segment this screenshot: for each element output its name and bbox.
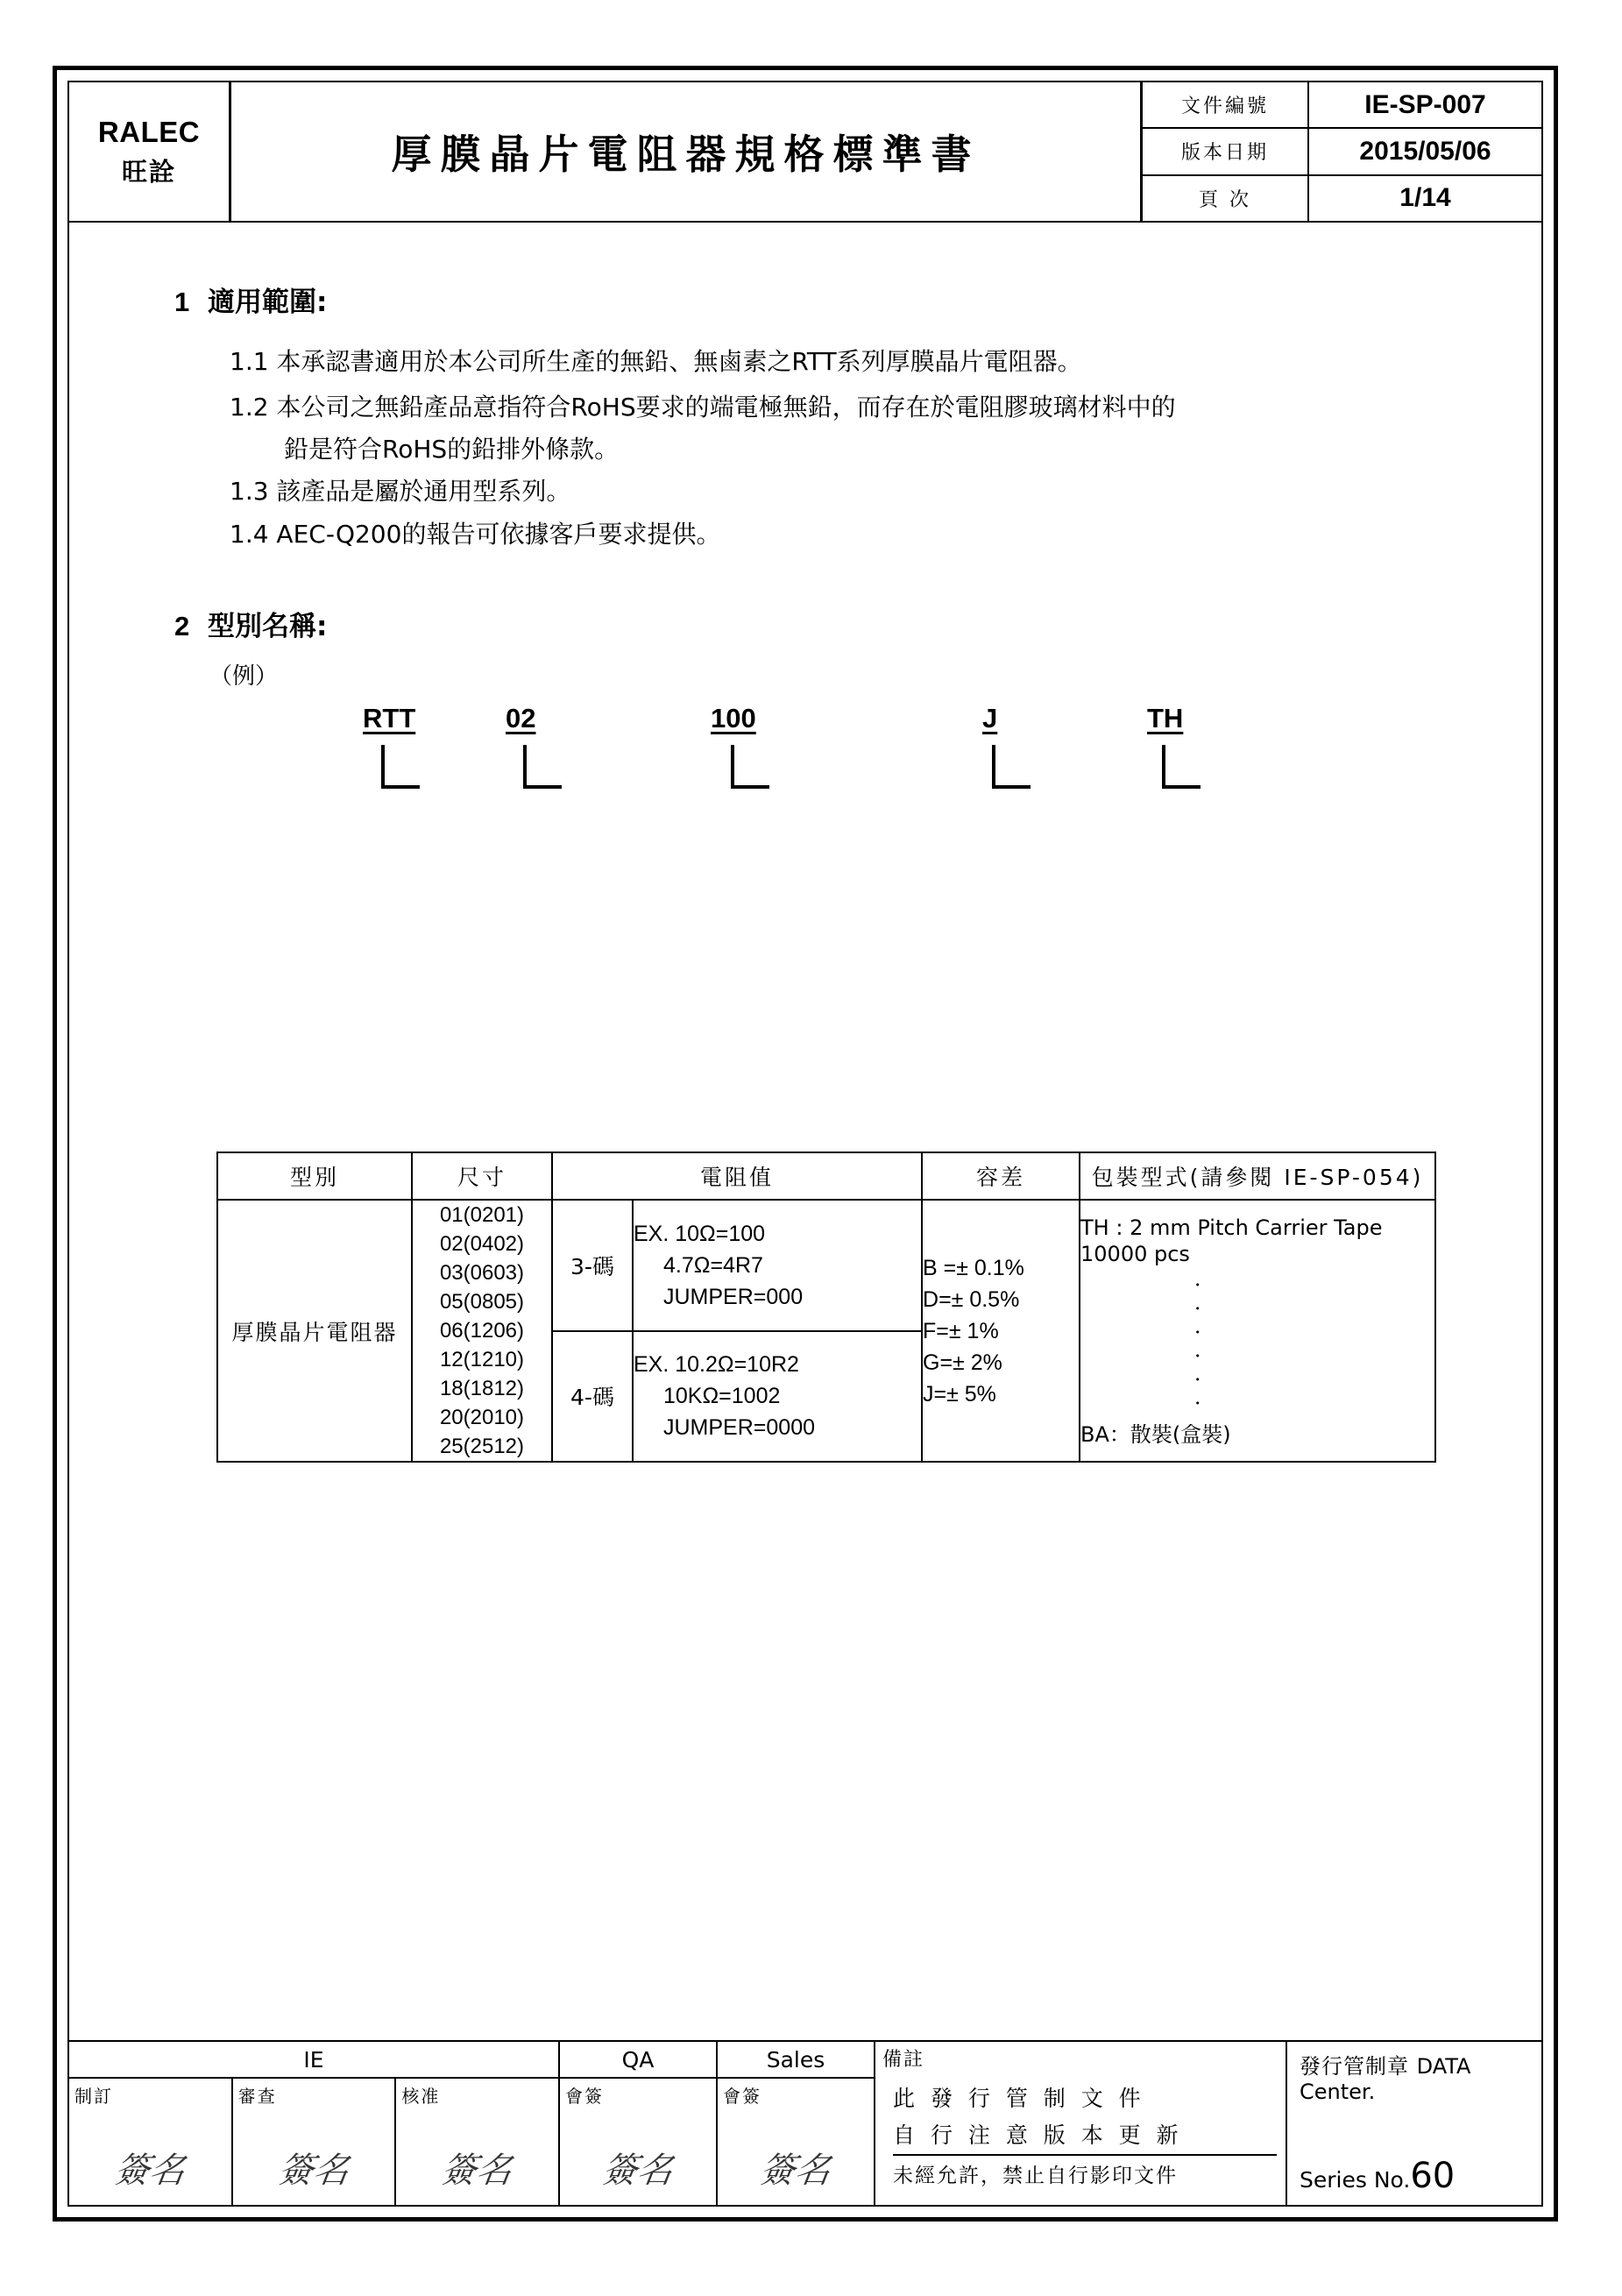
packaging-dot: ． <box>1194 1360 1216 1385</box>
footer-series <box>1300 2156 1455 2196</box>
document-header <box>69 82 1541 223</box>
signature-ie-review: 簽名 <box>275 2151 351 2191</box>
document-meta <box>1143 82 1541 221</box>
packaging-first: TH : 2 mm Pitch Carrier Tape 10000 pcs <box>1080 1215 1383 1266</box>
meta-value-docno: IE-SP-007 <box>1364 89 1486 119</box>
tolerance-item: D=± 0.5% <box>923 1286 1020 1312</box>
document-footer <box>69 2040 1541 2205</box>
footer-series-value: 60 <box>1410 2156 1456 2196</box>
section-1-heading <box>174 280 327 319</box>
footer-note-lines <box>893 2080 1277 2194</box>
cell-packaging <box>1080 1200 1435 1462</box>
tolerance-item: B =± 0.1% <box>923 1255 1024 1280</box>
size-item: 18(1812) <box>439 1377 525 1400</box>
packaging-dot: ． <box>1194 1336 1216 1362</box>
part-number-table <box>216 1152 1436 1463</box>
footer-ie-approve <box>396 2079 558 2205</box>
pn-leader-line-1 <box>381 745 420 789</box>
footer-qa-sign <box>560 2079 716 2205</box>
size-item: 02(0402) <box>439 1232 525 1256</box>
footer-control-line <box>1300 2049 1541 2104</box>
resistance-line: EX. 10Ω=100 <box>634 1221 766 1246</box>
pn-code-resistance: 100 <box>711 703 756 733</box>
pn-leader-line-4 <box>992 745 1031 789</box>
meta-value-page: 1/14 <box>1399 183 1451 213</box>
footer-ie-review-label: 審查 <box>237 2086 277 2107</box>
cell-type: 厚膜晶片電阻器 <box>217 1200 412 1462</box>
footer-qa-sign-label: 會簽 <box>565 2086 604 2107</box>
footer-ie-create <box>69 2079 233 2205</box>
meta-row-date <box>1143 129 1541 175</box>
footer-ie-block <box>69 2042 560 2205</box>
packaging-last: BA：散裝(盒裝) <box>1080 1421 1231 1447</box>
cell-sizes <box>412 1200 552 1462</box>
cell-resistance-3code <box>633 1200 922 1331</box>
packaging-dot: ． <box>1194 1289 1216 1315</box>
footer-note-line: 此 發 行 管 制 文 件 <box>893 2086 1145 2111</box>
pn-leader-line-3 <box>731 745 769 789</box>
footer-ie-review <box>233 2079 397 2205</box>
footer-series-label: Series No. <box>1300 2167 1411 2193</box>
footer-control-block <box>1287 2042 1541 2205</box>
footer-qa-label: QA <box>560 2042 716 2079</box>
resistance-line: JUMPER=0000 <box>663 1415 815 1441</box>
packaging-dots <box>1080 1267 1434 1409</box>
pn-leader-line-2 <box>523 745 562 789</box>
packaging-dot: ． <box>1194 1265 1216 1291</box>
example-label: （例） <box>209 663 279 690</box>
size-item: 06(1206) <box>439 1319 525 1343</box>
pn-code-packaging: TH <box>1147 703 1184 733</box>
document-title-text: 厚膜晶片電阻器規格標準書 <box>391 131 981 178</box>
cell-digit-4: 4-碼 <box>552 1331 633 1463</box>
meta-row-docno <box>1143 82 1541 129</box>
section-1-number: 1 <box>174 287 190 317</box>
cell-resistance-4code <box>633 1331 922 1463</box>
size-item: 03(0603) <box>439 1261 525 1285</box>
section-2-number: 2 <box>174 611 190 641</box>
part-number-diagram <box>209 703 1463 804</box>
th-resistance: 電阻值 <box>552 1152 922 1200</box>
footer-qa-block <box>560 2042 718 2205</box>
signature-sales: 簽名 <box>757 2151 833 2191</box>
meta-value-date: 2015/05/06 <box>1359 136 1491 166</box>
size-item: 01(0201) <box>439 1203 525 1227</box>
pn-code-type: RTT <box>363 703 416 733</box>
cell-digit-3: 3-碼 <box>552 1200 633 1331</box>
section-1-item-1: 1.1 本承認書適用於本公司所生產的無鉛、無鹵素之RTT系列厚膜晶片電阻器。 <box>230 347 1082 376</box>
pn-code-tolerance: J <box>982 703 998 733</box>
meta-label-page: 頁 次 <box>1143 176 1309 221</box>
section-1-item-3: 1.3 該產品是屬於通用型系列。 <box>230 477 571 506</box>
cell-tolerance <box>922 1200 1080 1462</box>
section-2-heading <box>174 604 327 643</box>
signature-qa: 簽名 <box>599 2151 676 2191</box>
footer-control-value: DATA Center. <box>1300 2054 1471 2104</box>
th-size: 尺寸 <box>412 1152 552 1200</box>
meta-label-docno: 文件編號 <box>1143 82 1309 127</box>
signature-ie-approve: 簽名 <box>438 2151 515 2191</box>
document-title <box>231 82 1143 221</box>
table-row <box>217 1200 1435 1331</box>
logo-text-cn: 旺詮 <box>121 158 176 187</box>
document-body <box>69 223 1541 2050</box>
page-inner-border <box>67 81 1543 2207</box>
table-header-row <box>217 1152 1435 1200</box>
logo-text-en: RALEC <box>97 115 201 148</box>
size-item: 20(2010) <box>439 1406 525 1429</box>
resistance-line: EX. 10.2Ω=10R2 <box>634 1352 799 1378</box>
section-2-title: 型別名稱: <box>208 611 328 642</box>
packaging-dot: ． <box>1194 1384 1216 1409</box>
meta-row-page <box>1143 176 1541 221</box>
resistance-line: JUMPER=000 <box>663 1284 804 1309</box>
tolerance-item: J=± 5% <box>923 1381 996 1407</box>
footer-ie-label: IE <box>69 2042 558 2079</box>
section-1-item-2: 1.2 本公司之無鉛產品意指符合RoHS要求的端電極無鉛，而存在於電阻膠玻璃材料中的 <box>230 393 1176 422</box>
tolerance-item: F=± 1% <box>923 1318 999 1343</box>
th-tolerance: 容差 <box>922 1152 1080 1200</box>
signature-ie-create: 簽名 <box>111 2151 188 2191</box>
section-1-item-4: 1.4 AEC-Q200的報告可依據客戶要求提供。 <box>230 520 721 549</box>
meta-label-date: 版本日期 <box>1143 129 1309 174</box>
packaging-dot: ． <box>1194 1313 1216 1338</box>
section-1-item-2-cont: 鉛是符合RoHS的鉛排外條款。 <box>284 435 620 464</box>
footer-control-label: 發行管制章 <box>1300 2054 1409 2079</box>
th-type: 型別 <box>217 1152 412 1200</box>
section-1-title: 適用範圍: <box>208 287 328 318</box>
footer-note-line: 未經允許，禁止自行影印文件 <box>893 2154 1277 2194</box>
th-packaging: 包裝型式(請參閱 IE-SP-054) <box>1080 1152 1435 1200</box>
tolerance-item: G=± 2% <box>923 1350 1002 1375</box>
size-item: 12(1210) <box>439 1348 525 1371</box>
footer-sales-label: Sales <box>718 2042 874 2079</box>
footer-sales-sign-label: 會簽 <box>723 2086 761 2107</box>
footer-ie-create-label: 制訂 <box>74 2086 113 2107</box>
document-page <box>53 66 1558 2222</box>
footer-sales-block <box>718 2042 875 2205</box>
footer-note-title: 備註 <box>882 2049 925 2071</box>
pn-leader-line-5 <box>1162 745 1201 789</box>
footer-note-line: 自 行 注 意 版 本 更 新 <box>893 2122 1183 2148</box>
resistance-line: 4.7Ω=4R7 <box>663 1252 763 1278</box>
footer-ie-approve-label: 核准 <box>401 2086 441 2107</box>
company-logo <box>69 82 231 221</box>
size-item: 25(2512) <box>439 1435 525 1458</box>
resistance-line: 10KΩ=1002 <box>663 1384 781 1409</box>
footer-sales-sign <box>718 2079 874 2205</box>
footer-note-block <box>875 2042 1287 2205</box>
size-item: 05(0805) <box>439 1290 525 1314</box>
pn-code-size: 02 <box>506 703 536 733</box>
